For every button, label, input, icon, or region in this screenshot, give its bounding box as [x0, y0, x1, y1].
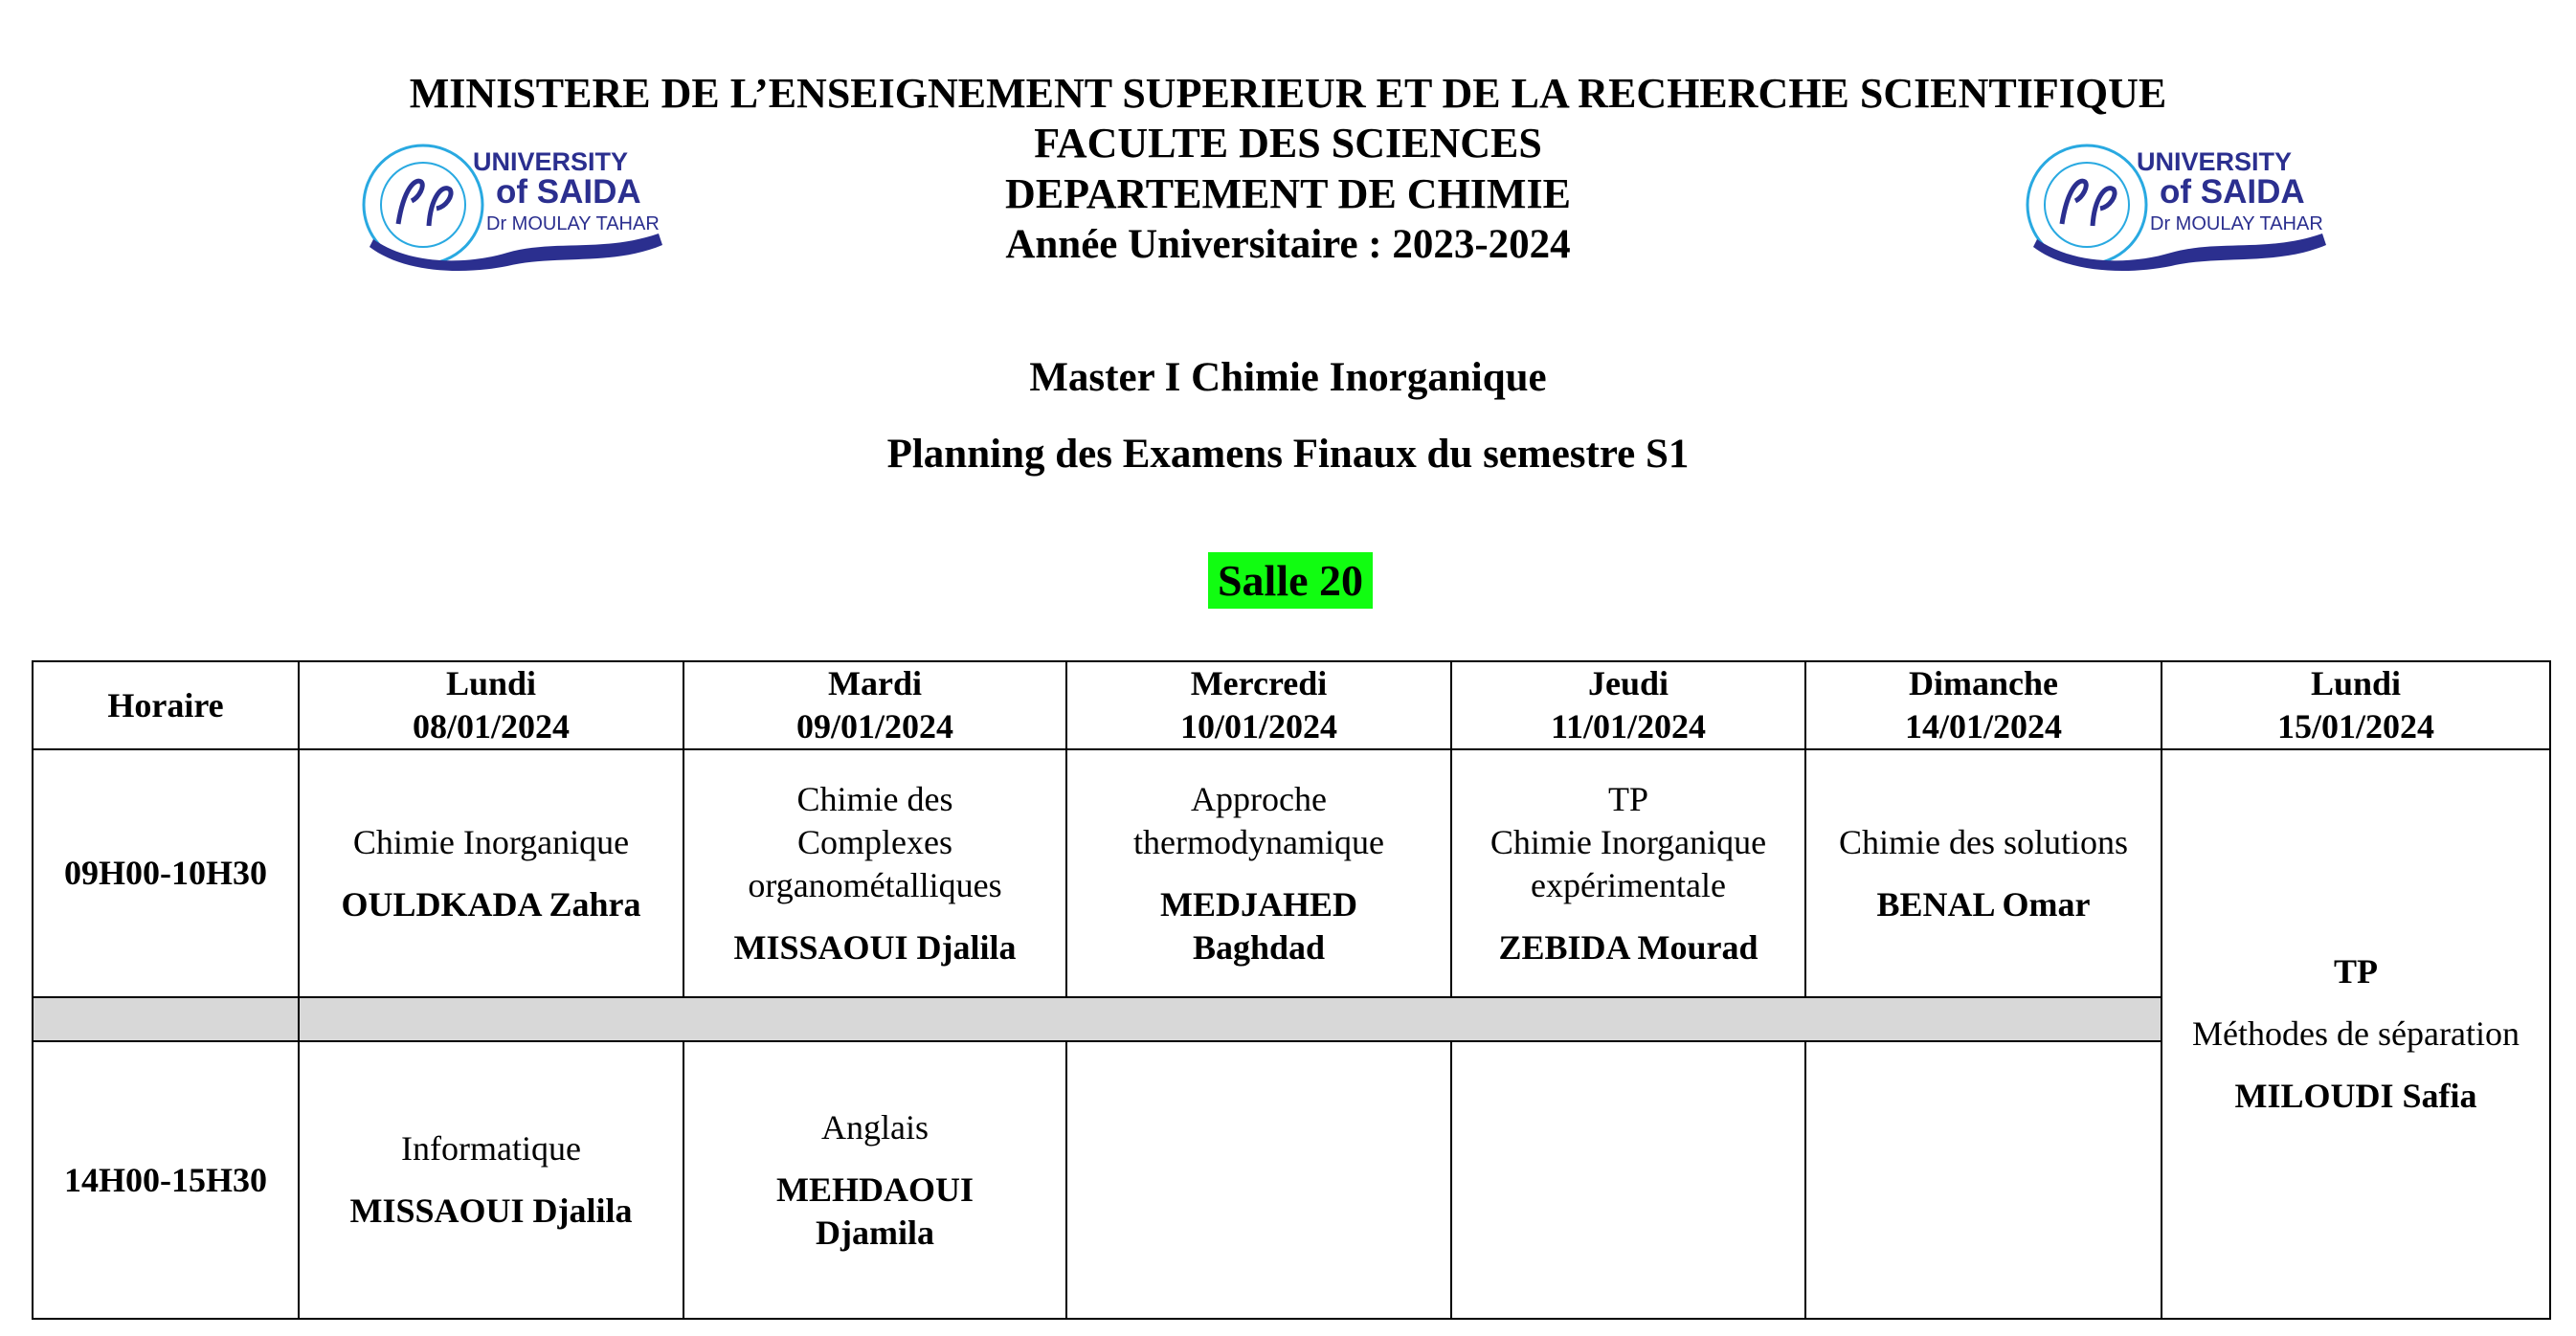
- morning-row: [33, 749, 2550, 997]
- break-cell: [299, 997, 2162, 1041]
- break-cell: [33, 997, 299, 1041]
- exam-schedule-table: [32, 660, 2551, 1320]
- day-header: Lundi 08/01/2024: [299, 661, 683, 749]
- day-header: Dimanche 14/01/2024: [1805, 661, 2162, 749]
- day-header: Mercredi 10/01/2024: [1066, 661, 1451, 749]
- time-slot-morning: 09H00-10H30: [33, 749, 299, 997]
- day-header: Mardi 09/01/2024: [683, 661, 1066, 749]
- department-title: DEPARTEMENT DE CHIMIE: [1005, 170, 1571, 217]
- exam-cell: Anglais MEHDAOUI Djamila: [683, 1041, 1066, 1319]
- day-header: Lundi 15/01/2024: [2162, 661, 2550, 749]
- exam-cell-empty: [1805, 1041, 2162, 1319]
- university-logo-right: [2018, 140, 2334, 274]
- exam-cell-spanning: TP Méthodes de séparation MILOUDI Safia: [2162, 749, 2550, 1319]
- svg-text:UNIVERSITY: UNIVERSITY: [473, 147, 629, 176]
- exam-cell-empty: [1066, 1041, 1451, 1319]
- schedule-subtitle: Planning des Examens Finaux du semestre S1: [886, 432, 1690, 477]
- exam-cell: Approche thermodynamique MEDJAHED Baghdad: [1066, 749, 1451, 997]
- exam-cell: Chimie Inorganique OULDKADA Zahra: [299, 749, 683, 997]
- room-label: Salle 20: [1208, 552, 1373, 609]
- svg-text:of SAIDA: of SAIDA: [2160, 173, 2305, 211]
- exam-cell: TP Chimie Inorganique expérimentale ZEBIDA Mourad: [1451, 749, 1805, 997]
- exam-cell-empty: [1451, 1041, 1805, 1319]
- header-row: [33, 661, 2550, 749]
- exam-cell: Chimie des solutions BENAL Omar: [1805, 749, 2162, 997]
- day-header: Jeudi 11/01/2024: [1451, 661, 1805, 749]
- svg-text:Dr MOULAY TAHAR: Dr MOULAY TAHAR: [2150, 213, 2323, 234]
- program-title: Master I Chimie Inorganique: [1029, 355, 1547, 400]
- exam-cell: Informatique MISSAOUI Djalila: [299, 1041, 683, 1319]
- time-slot-afternoon: 14H00-15H30: [33, 1041, 299, 1319]
- svg-text:UNIVERSITY: UNIVERSITY: [2137, 147, 2293, 176]
- ministry-title: MINISTERE DE L’ENSEIGNEMENT SUPERIEUR ET DE LA RECHERCHE SCIENTIFIQUE: [409, 70, 2167, 117]
- horaire-header: Horaire: [33, 661, 299, 749]
- svg-text:Dr MOULAY TAHAR: Dr MOULAY TAHAR: [486, 213, 660, 234]
- exam-cell: Chimie des Complexes organométalliques MISSAOUI Djalila: [683, 749, 1066, 997]
- svg-text:of SAIDA: of SAIDA: [496, 173, 641, 211]
- academic-year: Année Universitaire : 2023-2024: [1005, 222, 1571, 267]
- faculty-title: FACULTE DES SCIENCES: [1034, 120, 1542, 167]
- university-logo-left: [354, 140, 670, 274]
